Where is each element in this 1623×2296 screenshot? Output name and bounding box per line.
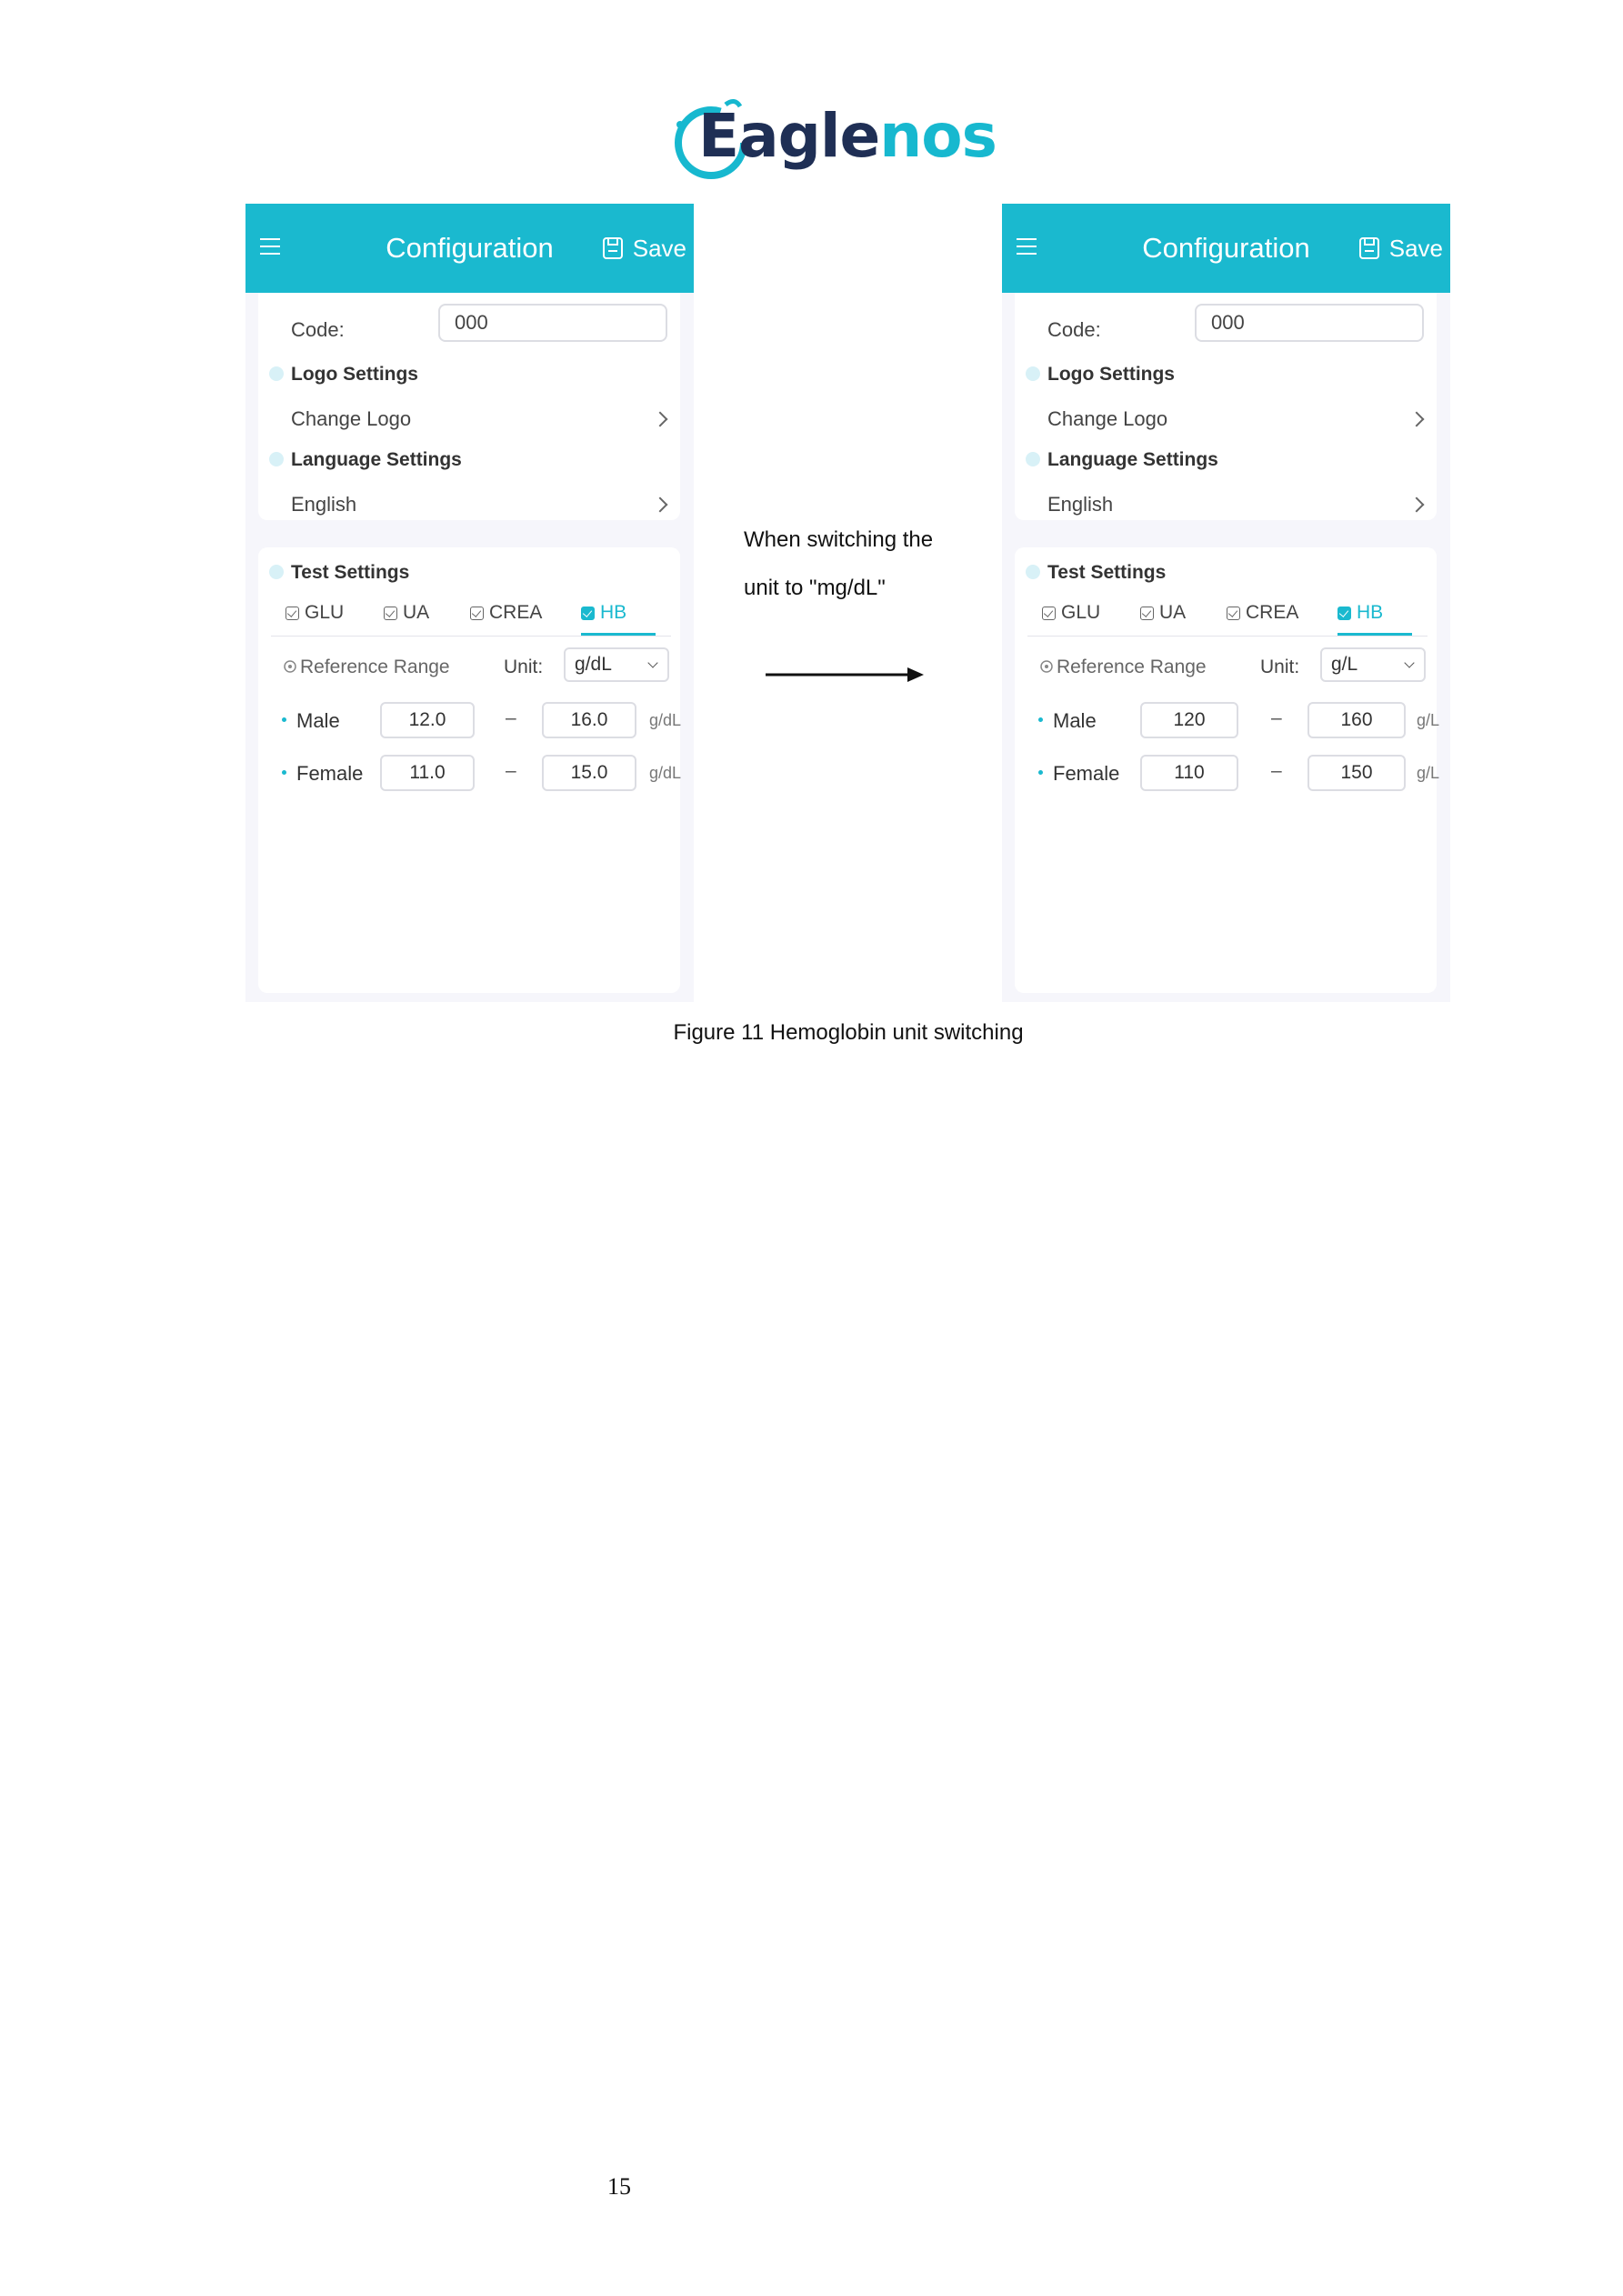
phone-screen-before bbox=[245, 204, 694, 1002]
range-row-female bbox=[1038, 755, 1440, 791]
tab-label: HB bbox=[600, 602, 627, 623]
save-label: Save bbox=[632, 234, 686, 262]
chevron-down-icon bbox=[1404, 657, 1414, 667]
eaglenos-logo bbox=[673, 95, 997, 186]
language-settings-label: Language Settings bbox=[1047, 449, 1218, 470]
test-settings-label: Test Settings bbox=[291, 562, 410, 583]
code-label: Code: bbox=[1047, 318, 1101, 341]
checkbox-icon bbox=[286, 607, 299, 620]
code-input[interactable]: 000 bbox=[438, 304, 667, 342]
checkbox-checked-icon bbox=[581, 607, 595, 620]
logo-wordmark bbox=[698, 101, 997, 171]
max-input[interactable]: 15.0 bbox=[542, 755, 636, 791]
arrow-right-icon bbox=[764, 666, 927, 684]
divider bbox=[271, 636, 671, 637]
min-input[interactable]: 12.0 bbox=[380, 702, 475, 738]
test-settings-heading bbox=[269, 562, 409, 584]
bullet-icon bbox=[282, 770, 286, 775]
row-unit: g/dL bbox=[649, 764, 682, 782]
min-input[interactable]: 11.0 bbox=[380, 755, 475, 791]
language-settings-label: Language Settings bbox=[291, 449, 462, 470]
reference-range-text: Reference Range bbox=[1057, 657, 1207, 677]
tab-crea[interactable] bbox=[1227, 602, 1298, 624]
range-dash: – bbox=[1271, 760, 1282, 781]
range-dash: – bbox=[1271, 707, 1282, 728]
test-settings-label: Test Settings bbox=[1047, 562, 1167, 583]
min-input[interactable]: 120 bbox=[1140, 702, 1238, 738]
test-settings-card bbox=[1015, 547, 1440, 993]
general-settings-card bbox=[1015, 293, 1437, 520]
row-label: Female bbox=[1053, 762, 1120, 785]
row-label: Male bbox=[1053, 709, 1097, 732]
language-settings-heading bbox=[1026, 449, 1218, 471]
tab-hb[interactable] bbox=[1337, 602, 1383, 624]
chevron-right-icon bbox=[653, 497, 668, 513]
range-dash: – bbox=[506, 707, 516, 728]
tab-glu[interactable] bbox=[1042, 602, 1100, 624]
checkbox-checked-icon bbox=[1337, 607, 1351, 620]
bullet-icon bbox=[1038, 717, 1043, 722]
page-title: Configuration bbox=[1142, 232, 1310, 264]
logo-settings-label: Logo Settings bbox=[291, 364, 418, 385]
tab-label: UA bbox=[403, 602, 430, 623]
page-number: 15 bbox=[607, 2173, 631, 2200]
logo-text-dark: Eagle bbox=[698, 101, 880, 171]
top-bar bbox=[245, 204, 694, 293]
test-settings-heading bbox=[1026, 562, 1166, 584]
save-icon bbox=[1358, 236, 1380, 260]
tab-label: HB bbox=[1357, 602, 1384, 623]
row-label: Male bbox=[296, 709, 340, 732]
unit-select[interactable] bbox=[1320, 647, 1426, 682]
location-pin-icon bbox=[282, 659, 298, 676]
language-settings-heading bbox=[269, 449, 462, 471]
range-row-male bbox=[282, 702, 682, 738]
min-input[interactable]: 110 bbox=[1140, 755, 1238, 791]
figure-caption: Figure 11 Hemoglobin unit switching bbox=[673, 1020, 1024, 1045]
annotation-line-2: unit to "mg/dL" bbox=[744, 576, 886, 600]
test-tabs bbox=[286, 602, 667, 635]
logo-settings-heading bbox=[269, 364, 418, 386]
checkbox-icon bbox=[1227, 607, 1240, 620]
page-title: Configuration bbox=[386, 232, 554, 264]
logo-text-teal: nos bbox=[879, 101, 997, 171]
save-icon bbox=[602, 236, 624, 260]
unit-label: Unit: bbox=[1260, 657, 1300, 677]
code-input[interactable]: 000 bbox=[1195, 304, 1424, 342]
range-row-female bbox=[282, 755, 682, 791]
code-label: Code: bbox=[291, 318, 345, 341]
checkbox-icon bbox=[1140, 607, 1154, 620]
reference-range-label bbox=[1038, 657, 1207, 678]
range-dash: – bbox=[506, 760, 516, 781]
row-unit: g/L bbox=[1417, 764, 1440, 782]
phone-screen-after bbox=[1002, 204, 1450, 1002]
unit-value: g/dL bbox=[575, 654, 612, 675]
checkbox-icon bbox=[1042, 607, 1056, 620]
save-button[interactable] bbox=[1358, 235, 1443, 262]
divider bbox=[1027, 636, 1428, 637]
chevron-right-icon bbox=[1409, 497, 1425, 513]
tab-label: UA bbox=[1159, 602, 1187, 623]
chevron-right-icon bbox=[653, 412, 668, 427]
save-label: Save bbox=[1388, 234, 1443, 262]
test-settings-card bbox=[258, 547, 680, 993]
language-item[interactable]: English bbox=[1047, 493, 1114, 516]
tab-label: CREA bbox=[489, 602, 543, 623]
reference-range-text: Reference Range bbox=[300, 657, 450, 677]
annotation-line-1: When switching the bbox=[744, 527, 934, 552]
logo-settings-heading bbox=[1026, 364, 1175, 386]
row-label: Female bbox=[296, 762, 364, 785]
change-logo-item[interactable]: Change Logo bbox=[291, 407, 412, 430]
unit-value: g/L bbox=[1331, 654, 1358, 675]
max-input[interactable]: 16.0 bbox=[542, 702, 636, 738]
chevron-down-icon bbox=[647, 657, 657, 667]
unit-label: Unit: bbox=[504, 657, 544, 677]
tab-label: GLU bbox=[1061, 602, 1101, 623]
bullet-icon bbox=[1038, 770, 1043, 775]
row-unit: g/L bbox=[1417, 711, 1440, 729]
reference-range-label bbox=[282, 657, 450, 678]
tab-ua[interactable] bbox=[384, 602, 429, 624]
general-settings-card bbox=[258, 293, 680, 520]
save-button[interactable] bbox=[602, 235, 686, 262]
checkbox-icon bbox=[384, 607, 397, 620]
tab-label: CREA bbox=[1246, 602, 1299, 623]
tab-ua[interactable] bbox=[1140, 602, 1186, 624]
change-logo-item[interactable]: Change Logo bbox=[1047, 407, 1168, 430]
tab-label: GLU bbox=[305, 602, 345, 623]
bullet-icon bbox=[282, 717, 286, 722]
test-tabs bbox=[1042, 602, 1424, 635]
tab-hb[interactable] bbox=[581, 602, 626, 624]
tab-glu[interactable] bbox=[286, 602, 344, 624]
chevron-right-icon bbox=[1409, 412, 1425, 427]
unit-select[interactable] bbox=[564, 647, 669, 682]
max-input[interactable]: 160 bbox=[1307, 702, 1406, 738]
language-item[interactable]: English bbox=[291, 493, 357, 516]
checkbox-icon bbox=[470, 607, 484, 620]
top-bar bbox=[1002, 204, 1450, 293]
logo-settings-label: Logo Settings bbox=[1047, 364, 1175, 385]
max-input[interactable]: 150 bbox=[1307, 755, 1406, 791]
range-row-male bbox=[1038, 702, 1440, 738]
location-pin-icon bbox=[1038, 659, 1055, 676]
row-unit: g/dL bbox=[649, 711, 682, 729]
tab-crea[interactable] bbox=[470, 602, 542, 624]
